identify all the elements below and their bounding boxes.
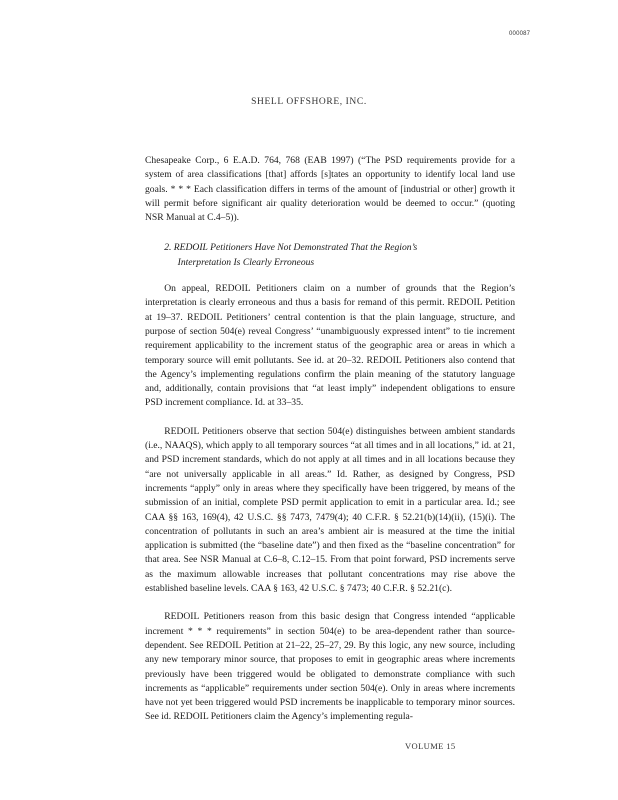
paragraph: On appeal, REDOIL Petitioners claim on a number of grounds that the Region’s interpretation is clearly erroneous and thus a basis for remand of this permit. REDOIL Petition at 19–37. REDOIL Petitioners’ central contention is that the plain language, structure, and purpose of section 504(e) reveal Congress’ “unambiguously expressed intent” to tie increment requirement applicability to the increment status of the geographic area or areas in which a temporary source will emit pollutants. See id. at 20–32. REDOIL Petitioners also contend that the Agency’s implementing regulations confirm the plain meaning of the statutory language and, additionally, contain provisions that “at least imply” independent obligations to ensure PSD increment compliance. Id. at 33–35. [145, 283, 515, 409]
page-stamp: 000087 [509, 31, 531, 37]
volume-footer: VOLUME 15 [405, 741, 456, 751]
section-heading-line-2: Interpretation Is Clearly Erroneous [177, 256, 315, 268]
running-head: SHELL OFFSHORE, INC. [251, 97, 367, 107]
paragraph-continuation: Chesapeake Corp., 6 E.A.D. 764, 768 (EAB 1997) (“The PSD requirements provide for a system of area classifications [that] affords [s]tates an opportunity to identify local land use goals. * * * Each classification differs in terms of the amount of [industrial or other] growth it will permit before significant air quality deterioration would be deemed to occur.” (quoting NSR Manual at C.4–5)). [145, 155, 515, 224]
section-heading-line-1: 2. REDOIL Petitioners Have Not Demonstrated That the Region’s [164, 242, 418, 254]
paragraph: REDOIL Petitioners reason from this basic design that Congress intended “applicable increment * * * requirements” in section 504(e) to be area-dependent rather than source-dependent. See REDOIL Petition at 21–22, 25–27, 29. By this logic, any new source, including any new temporary minor source, that proposes to emit in geographic areas where increments previously have been triggered would be obligated to demonstrate compliance with such increments as “applicable” requirements under section 504(e). Only in areas where increments have not yet been triggered would PSD increments be inapplicable to temporary minor sources. See id. REDOIL Petitioners claim the Agency’s implementing regula- [145, 611, 515, 723]
paragraph: REDOIL Petitioners observe that section 504(e) distinguishes between ambient standards (i.e., NAAQS), which apply to all temporary sources “at all times and in all locations,” id. at 21, and PSD increment standards, which do not apply at all times and in all locations because they “are not universally applicable in all areas.” Id. Rather, as designed by Congress, PSD increments “apply” only in areas where they specifically have been triggered, by means of the submission of an initial, complete PSD permit application to emit in a particular area. Id.; see CAA §§ 163, 169(4), 42 U.S.C. §§ 7473, 7479(4); 40 C.F.R. § 52.21(b)(14)(ii), (15)(i). The concentration of pollutants in such an area’s ambient air is measured at the time the initial application is submitted (the “baseline date”) and then fixed as the “baseline concentration” for that area. See NSR Manual at C.6–8, C.12–15. From that point forward, PSD increments serve as the maximum allowable increases that pollutant concentrations may rise above the established baseline levels. CAA § 163, 42 U.S.C. § 7473; 40 C.F.R. § 52.21(c). [145, 425, 515, 595]
section-heading [145, 241, 515, 270]
body-text [145, 154, 515, 725]
